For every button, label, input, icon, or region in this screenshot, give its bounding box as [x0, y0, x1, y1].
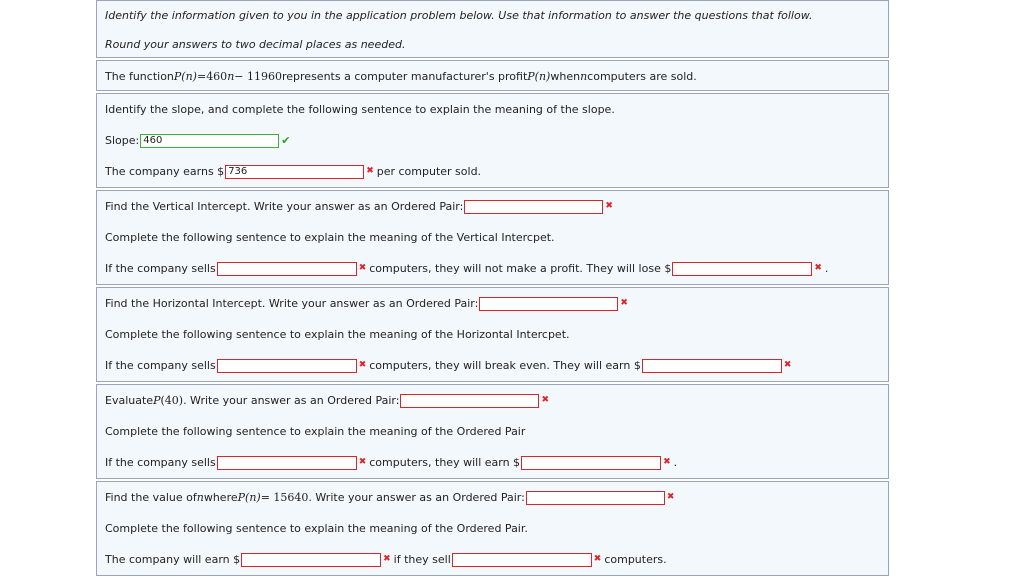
evaluate-earn-input[interactable]	[521, 456, 661, 470]
instructions-line-2: Round your answers to two decimal places as needed.	[105, 38, 406, 51]
slope-input[interactable]	[140, 134, 279, 148]
incorrect-x-icon: ✖	[366, 166, 374, 176]
find-n-computers-input[interactable]	[452, 553, 592, 567]
vertical-intercept-sentence-row: If the company sells ✖ computers, they will not make a profit. They will lose $ ✖ .	[105, 262, 829, 275]
instructions-line-1: Identify the information given to you in the application problem below. Use that information to answer the questions that follow.	[105, 9, 813, 22]
slope-row: Slope: 460 ✔	[105, 125, 880, 156]
vertical-intercept-prompt-row: Find the Vertical Intercept. Write your answer as an Ordered Pair: ✖	[105, 200, 613, 213]
incorrect-x-icon: ✖	[383, 554, 391, 564]
function-name: P(n)	[173, 70, 197, 83]
incorrect-x-icon: ✖	[814, 263, 822, 273]
incorrect-x-icon: ✖	[663, 457, 671, 467]
incorrect-x-icon: ✖	[605, 201, 613, 211]
vertical-loss-input[interactable]	[672, 262, 812, 276]
function-statement-box	[96, 60, 889, 91]
incorrect-x-icon: ✖	[620, 298, 628, 308]
incorrect-x-icon: ✖	[666, 492, 675, 502]
earn-per-computer-input[interactable]	[225, 165, 364, 179]
incorrect-x-icon: ✖	[358, 457, 367, 467]
find-n-ordered-pair-input[interactable]	[526, 491, 665, 505]
incorrect-x-icon: ✖	[358, 263, 367, 273]
horizontal-earn-input[interactable]	[642, 359, 782, 373]
vertical-computers-input[interactable]	[217, 262, 357, 276]
horizontal-intercept-section	[96, 287, 889, 382]
problem-container	[96, 0, 889, 578]
horizontal-intercept-explain: Complete the following sentence to explain the meaning of the Horizontal Intercpet.	[105, 328, 570, 341]
evaluate-computers-input[interactable]	[217, 456, 357, 470]
evaluate-ordered-pair-input[interactable]	[400, 394, 539, 408]
slope-prompt: Identify the slope, and complete the following sentence to explain the meaning of the slope.	[105, 103, 615, 116]
find-n-earn-input[interactable]	[241, 553, 381, 567]
find-n-sentence-row: The company will earn $ ✖ if they sell ✖ computers.	[105, 553, 667, 566]
slope-sentence-row: The company earns $ 736 ✖ per computer sold.	[105, 156, 880, 187]
correct-check-icon: ✔	[281, 134, 291, 147]
horizontal-intercept-prompt-row: Find the Horizontal Intercept. Write your answer as an Ordered Pair: ✖	[105, 297, 628, 310]
horizontal-computers-input[interactable]	[217, 359, 357, 373]
evaluate-prompt-row: Evaluate P (40) . Write your answer as an Ordered Pair: ✖	[105, 394, 550, 407]
evaluate-sentence-row: If the company sells ✖ computers, they will earn $ ✖ .	[105, 456, 678, 469]
vertical-intercept-explain: Complete the following sentence to explain the meaning of the Vertical Intercpet.	[105, 231, 555, 244]
find-n-section	[96, 481, 889, 576]
function-statement: The function P(n) = 460 n − 11960 represents a computer manufacturer's profit P(n) when n computers are sold.	[105, 70, 697, 83]
horizontal-intercept-sentence-row: If the company sells ✖ computers, they will break even. They will earn $ ✖	[105, 359, 792, 372]
incorrect-x-icon: ✖	[593, 554, 602, 564]
incorrect-x-icon: ✖	[358, 360, 367, 370]
incorrect-x-icon: ✖	[541, 395, 550, 405]
evaluate-explain: Complete the following sentence to explain the meaning of the Ordered Pair	[105, 425, 526, 438]
vertical-intercept-input[interactable]	[464, 200, 603, 214]
vertical-intercept-section	[96, 190, 889, 285]
horizontal-intercept-input[interactable]	[479, 297, 618, 311]
find-n-prompt-row: Find the value of n where P(n) = 15640 . Write your answer as an Ordered Pair: ✖	[105, 491, 675, 504]
find-n-explain: Complete the following sentence to explain the meaning of the Ordered Pair.	[105, 522, 528, 535]
slope-section	[96, 93, 889, 188]
incorrect-x-icon: ✖	[783, 360, 792, 370]
evaluate-section	[96, 384, 889, 479]
instructions-box	[96, 0, 889, 58]
